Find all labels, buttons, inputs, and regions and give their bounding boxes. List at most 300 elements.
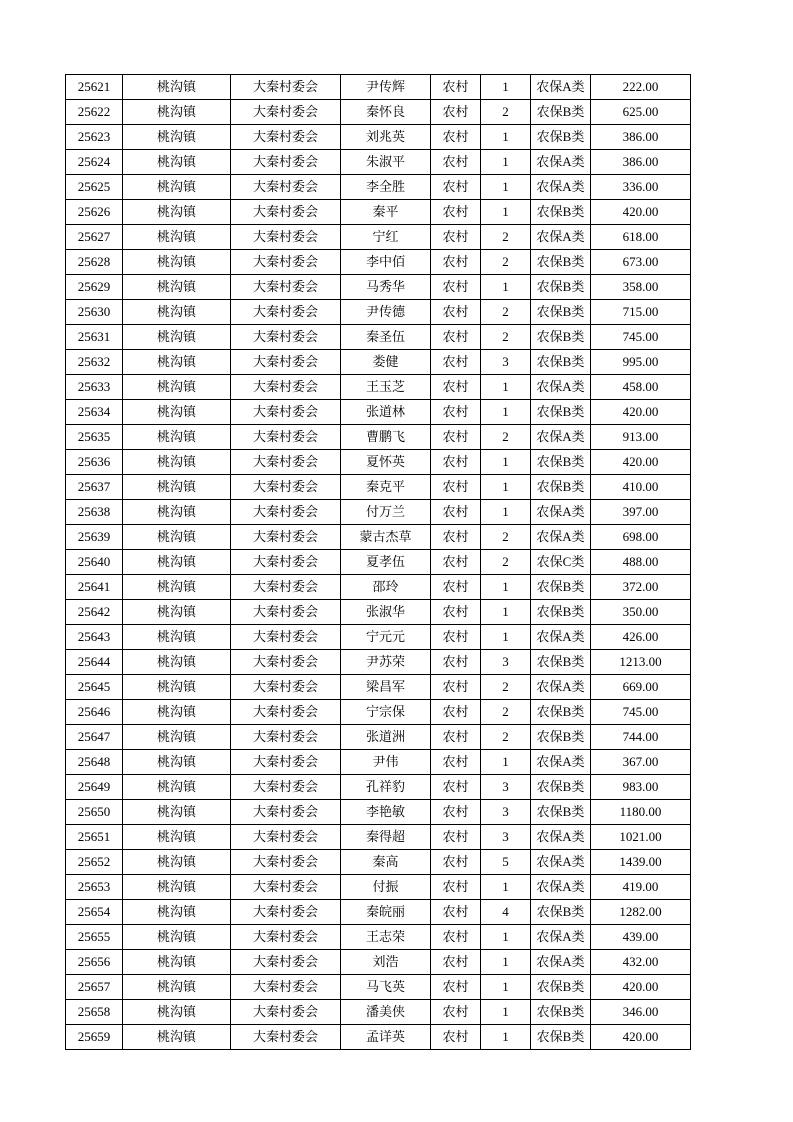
cell-town: 桃沟镇 [123, 500, 231, 525]
table-row [66, 475, 691, 500]
table-row [66, 100, 691, 125]
cell-town: 桃沟镇 [123, 700, 231, 725]
cell-person-count: 1 [481, 575, 531, 600]
cell-town: 桃沟镇 [123, 575, 231, 600]
cell-person-name: 梁昌军 [341, 675, 431, 700]
table-row [66, 125, 691, 150]
table-row [66, 925, 691, 950]
cell-residence-type: 农村 [431, 800, 481, 825]
cell-person-name: 尹传德 [341, 300, 431, 325]
table-row [66, 950, 691, 975]
cell-residence-type: 农村 [431, 700, 481, 725]
table-row [66, 375, 691, 400]
cell-village: 大秦村委会 [231, 325, 341, 350]
cell-person-name: 宁宗保 [341, 700, 431, 725]
cell-serial: 25624 [66, 150, 123, 175]
cell-serial: 25651 [66, 825, 123, 850]
cell-residence-type: 农村 [431, 725, 481, 750]
cell-person-count: 2 [481, 550, 531, 575]
cell-person-name: 娄健 [341, 350, 431, 375]
cell-village: 大秦村委会 [231, 725, 341, 750]
table-row [66, 750, 691, 775]
cell-residence-type: 农村 [431, 1000, 481, 1025]
table-row [66, 400, 691, 425]
cell-person-name: 夏怀英 [341, 450, 431, 475]
cell-insurance-category: 农保B类 [531, 300, 591, 325]
cell-village: 大秦村委会 [231, 675, 341, 700]
cell-person-count: 1 [481, 1000, 531, 1025]
cell-serial: 25621 [66, 75, 123, 100]
cell-person-count: 2 [481, 325, 531, 350]
cell-person-count: 1 [481, 1025, 531, 1050]
table-row [66, 650, 691, 675]
cell-person-count: 1 [481, 450, 531, 475]
table-row [66, 675, 691, 700]
cell-village: 大秦村委会 [231, 625, 341, 650]
cell-town: 桃沟镇 [123, 125, 231, 150]
table-row [66, 725, 691, 750]
cell-town: 桃沟镇 [123, 175, 231, 200]
cell-insurance-category: 农保B类 [531, 975, 591, 1000]
cell-amount: 625.00 [591, 100, 691, 125]
cell-serial: 25636 [66, 450, 123, 475]
cell-village: 大秦村委会 [231, 850, 341, 875]
cell-serial: 25652 [66, 850, 123, 875]
cell-town: 桃沟镇 [123, 550, 231, 575]
cell-amount: 669.00 [591, 675, 691, 700]
cell-person-name: 王玉芝 [341, 375, 431, 400]
cell-person-name: 马飞英 [341, 975, 431, 1000]
cell-serial: 25643 [66, 625, 123, 650]
cell-amount: 744.00 [591, 725, 691, 750]
cell-amount: 386.00 [591, 125, 691, 150]
cell-person-name: 张道洲 [341, 725, 431, 750]
cell-residence-type: 农村 [431, 275, 481, 300]
cell-insurance-category: 农保B类 [531, 800, 591, 825]
cell-person-count: 1 [481, 875, 531, 900]
cell-person-count: 4 [481, 900, 531, 925]
cell-residence-type: 农村 [431, 375, 481, 400]
cell-village: 大秦村委会 [231, 550, 341, 575]
table-row [66, 700, 691, 725]
cell-person-name: 李艳敏 [341, 800, 431, 825]
cell-person-count: 2 [481, 700, 531, 725]
cell-person-name: 孔祥豹 [341, 775, 431, 800]
cell-person-count: 1 [481, 925, 531, 950]
cell-town: 桃沟镇 [123, 375, 231, 400]
cell-person-name: 朱淑平 [341, 150, 431, 175]
cell-person-name: 刘兆英 [341, 125, 431, 150]
cell-insurance-category: 农保B类 [531, 775, 591, 800]
cell-amount: 1282.00 [591, 900, 691, 925]
table-row [66, 900, 691, 925]
cell-person-name: 宁红 [341, 225, 431, 250]
cell-town: 桃沟镇 [123, 875, 231, 900]
cell-person-count: 1 [481, 975, 531, 1000]
table-row [66, 75, 691, 100]
cell-insurance-category: 农保A类 [531, 225, 591, 250]
cell-village: 大秦村委会 [231, 875, 341, 900]
cell-town: 桃沟镇 [123, 450, 231, 475]
cell-village: 大秦村委会 [231, 400, 341, 425]
cell-amount: 439.00 [591, 925, 691, 950]
cell-insurance-category: 农保B类 [531, 650, 591, 675]
cell-person-name: 秦高 [341, 850, 431, 875]
cell-village: 大秦村委会 [231, 525, 341, 550]
cell-town: 桃沟镇 [123, 425, 231, 450]
table-row [66, 150, 691, 175]
cell-serial: 25635 [66, 425, 123, 450]
cell-village: 大秦村委会 [231, 300, 341, 325]
cell-village: 大秦村委会 [231, 775, 341, 800]
cell-person-name: 孟详英 [341, 1025, 431, 1050]
cell-person-count: 5 [481, 850, 531, 875]
cell-residence-type: 农村 [431, 625, 481, 650]
cell-person-name: 秦克平 [341, 475, 431, 500]
table-row [66, 1000, 691, 1025]
cell-town: 桃沟镇 [123, 400, 231, 425]
cell-residence-type: 农村 [431, 1025, 481, 1050]
cell-person-name: 张淑华 [341, 600, 431, 625]
cell-amount: 715.00 [591, 300, 691, 325]
cell-insurance-category: 农保B类 [531, 350, 591, 375]
cell-person-name: 张道林 [341, 400, 431, 425]
cell-insurance-category: 农保A类 [531, 625, 591, 650]
cell-residence-type: 农村 [431, 125, 481, 150]
table-row [66, 975, 691, 1000]
cell-insurance-category: 农保A类 [531, 425, 591, 450]
cell-town: 桃沟镇 [123, 775, 231, 800]
cell-insurance-category: 农保A类 [531, 875, 591, 900]
cell-village: 大秦村委会 [231, 175, 341, 200]
cell-serial: 25638 [66, 500, 123, 525]
cell-amount: 420.00 [591, 975, 691, 1000]
cell-serial: 25637 [66, 475, 123, 500]
cell-town: 桃沟镇 [123, 225, 231, 250]
cell-amount: 367.00 [591, 750, 691, 775]
table-row [66, 875, 691, 900]
cell-town: 桃沟镇 [123, 900, 231, 925]
cell-amount: 1213.00 [591, 650, 691, 675]
cell-insurance-category: 农保A类 [531, 750, 591, 775]
table-row [66, 575, 691, 600]
cell-village: 大秦村委会 [231, 100, 341, 125]
cell-serial: 25648 [66, 750, 123, 775]
cell-village: 大秦村委会 [231, 150, 341, 175]
cell-serial: 25625 [66, 175, 123, 200]
cell-serial: 25633 [66, 375, 123, 400]
cell-serial: 25653 [66, 875, 123, 900]
cell-serial: 25657 [66, 975, 123, 1000]
cell-village: 大秦村委会 [231, 450, 341, 475]
cell-town: 桃沟镇 [123, 950, 231, 975]
cell-person-count: 1 [481, 175, 531, 200]
cell-residence-type: 农村 [431, 100, 481, 125]
cell-insurance-category: 农保A类 [531, 675, 591, 700]
cell-town: 桃沟镇 [123, 150, 231, 175]
cell-serial: 25628 [66, 250, 123, 275]
table-row [66, 325, 691, 350]
cell-person-name: 李全胜 [341, 175, 431, 200]
cell-residence-type: 农村 [431, 650, 481, 675]
cell-residence-type: 农村 [431, 450, 481, 475]
table-row [66, 850, 691, 875]
cell-serial: 25656 [66, 950, 123, 975]
cell-insurance-category: 农保A类 [531, 525, 591, 550]
cell-town: 桃沟镇 [123, 800, 231, 825]
cell-serial: 25639 [66, 525, 123, 550]
cell-residence-type: 农村 [431, 950, 481, 975]
cell-residence-type: 农村 [431, 400, 481, 425]
cell-insurance-category: 农保B类 [531, 600, 591, 625]
table-row [66, 175, 691, 200]
cell-village: 大秦村委会 [231, 700, 341, 725]
cell-amount: 397.00 [591, 500, 691, 525]
cell-person-name: 尹苏荣 [341, 650, 431, 675]
cell-insurance-category: 农保B类 [531, 475, 591, 500]
cell-serial: 25626 [66, 200, 123, 225]
cell-village: 大秦村委会 [231, 75, 341, 100]
cell-village: 大秦村委会 [231, 375, 341, 400]
cell-serial: 25629 [66, 275, 123, 300]
cell-village: 大秦村委会 [231, 900, 341, 925]
cell-residence-type: 农村 [431, 250, 481, 275]
cell-village: 大秦村委会 [231, 925, 341, 950]
cell-serial: 25650 [66, 800, 123, 825]
table-row [66, 450, 691, 475]
cell-residence-type: 农村 [431, 150, 481, 175]
cell-town: 桃沟镇 [123, 850, 231, 875]
cell-serial: 25642 [66, 600, 123, 625]
cell-residence-type: 农村 [431, 875, 481, 900]
cell-town: 桃沟镇 [123, 975, 231, 1000]
cell-village: 大秦村委会 [231, 200, 341, 225]
cell-person-count: 1 [481, 200, 531, 225]
cell-residence-type: 农村 [431, 775, 481, 800]
cell-insurance-category: 农保A类 [531, 375, 591, 400]
cell-amount: 350.00 [591, 600, 691, 625]
cell-amount: 222.00 [591, 75, 691, 100]
cell-amount: 420.00 [591, 1025, 691, 1050]
cell-insurance-category: 农保A类 [531, 500, 591, 525]
cell-amount: 372.00 [591, 575, 691, 600]
cell-person-count: 1 [481, 400, 531, 425]
cell-insurance-category: 农保A类 [531, 150, 591, 175]
cell-person-count: 1 [481, 375, 531, 400]
cell-person-count: 2 [481, 725, 531, 750]
cell-insurance-category: 农保B类 [531, 900, 591, 925]
cell-serial: 25645 [66, 675, 123, 700]
cell-amount: 358.00 [591, 275, 691, 300]
cell-person-name: 付万兰 [341, 500, 431, 525]
cell-insurance-category: 农保B类 [531, 100, 591, 125]
cell-insurance-category: 农保B类 [531, 1025, 591, 1050]
cell-amount: 432.00 [591, 950, 691, 975]
cell-person-count: 3 [481, 800, 531, 825]
cell-amount: 673.00 [591, 250, 691, 275]
cell-person-name: 尹伟 [341, 750, 431, 775]
cell-serial: 25644 [66, 650, 123, 675]
cell-town: 桃沟镇 [123, 625, 231, 650]
cell-amount: 410.00 [591, 475, 691, 500]
cell-person-count: 3 [481, 650, 531, 675]
cell-town: 桃沟镇 [123, 200, 231, 225]
cell-insurance-category: 农保C类 [531, 550, 591, 575]
cell-person-name: 潘美侠 [341, 1000, 431, 1025]
cell-serial: 25647 [66, 725, 123, 750]
cell-person-name: 夏孝伍 [341, 550, 431, 575]
cell-town: 桃沟镇 [123, 650, 231, 675]
table-row [66, 800, 691, 825]
cell-amount: 458.00 [591, 375, 691, 400]
cell-residence-type: 农村 [431, 325, 481, 350]
cell-insurance-category: 农保B类 [531, 1000, 591, 1025]
table-row [66, 550, 691, 575]
cell-town: 桃沟镇 [123, 750, 231, 775]
table-row [66, 525, 691, 550]
cell-serial: 25646 [66, 700, 123, 725]
cell-village: 大秦村委会 [231, 800, 341, 825]
cell-amount: 420.00 [591, 200, 691, 225]
cell-amount: 618.00 [591, 225, 691, 250]
cell-village: 大秦村委会 [231, 575, 341, 600]
cell-amount: 698.00 [591, 525, 691, 550]
cell-person-name: 李中佰 [341, 250, 431, 275]
cell-town: 桃沟镇 [123, 275, 231, 300]
cell-village: 大秦村委会 [231, 950, 341, 975]
cell-person-name: 蒙古杰草 [341, 525, 431, 550]
cell-insurance-category: 农保B类 [531, 275, 591, 300]
cell-town: 桃沟镇 [123, 475, 231, 500]
table-row [66, 275, 691, 300]
table-row [66, 250, 691, 275]
cell-town: 桃沟镇 [123, 300, 231, 325]
cell-serial: 25641 [66, 575, 123, 600]
cell-residence-type: 农村 [431, 750, 481, 775]
cell-serial: 25631 [66, 325, 123, 350]
cell-serial: 25654 [66, 900, 123, 925]
cell-town: 桃沟镇 [123, 725, 231, 750]
table-row [66, 225, 691, 250]
cell-insurance-category: 农保B类 [531, 725, 591, 750]
cell-person-count: 2 [481, 225, 531, 250]
cell-village: 大秦村委会 [231, 275, 341, 300]
cell-amount: 745.00 [591, 325, 691, 350]
cell-residence-type: 农村 [431, 225, 481, 250]
cell-insurance-category: 农保B类 [531, 250, 591, 275]
cell-insurance-category: 农保B类 [531, 700, 591, 725]
cell-town: 桃沟镇 [123, 675, 231, 700]
cell-person-count: 1 [481, 950, 531, 975]
cell-person-count: 1 [481, 75, 531, 100]
cell-village: 大秦村委会 [231, 1025, 341, 1050]
cell-insurance-category: 农保A类 [531, 850, 591, 875]
cell-serial: 25630 [66, 300, 123, 325]
cell-residence-type: 农村 [431, 600, 481, 625]
cell-person-name: 付振 [341, 875, 431, 900]
cell-amount: 745.00 [591, 700, 691, 725]
cell-person-count: 1 [481, 125, 531, 150]
cell-insurance-category: 农保A类 [531, 175, 591, 200]
cell-serial: 25655 [66, 925, 123, 950]
cell-amount: 419.00 [591, 875, 691, 900]
table-row [66, 825, 691, 850]
cell-residence-type: 农村 [431, 850, 481, 875]
cell-person-count: 1 [481, 150, 531, 175]
cell-person-name: 王志荣 [341, 925, 431, 950]
cell-amount: 913.00 [591, 425, 691, 450]
cell-insurance-category: 农保A类 [531, 925, 591, 950]
cell-insurance-category: 农保B类 [531, 325, 591, 350]
cell-town: 桃沟镇 [123, 75, 231, 100]
cell-amount: 336.00 [591, 175, 691, 200]
cell-serial: 25623 [66, 125, 123, 150]
cell-village: 大秦村委会 [231, 975, 341, 1000]
cell-serial: 25634 [66, 400, 123, 425]
cell-person-name: 秦圣伍 [341, 325, 431, 350]
cell-residence-type: 农村 [431, 350, 481, 375]
cell-amount: 1439.00 [591, 850, 691, 875]
cell-residence-type: 农村 [431, 175, 481, 200]
table-row [66, 775, 691, 800]
cell-person-count: 2 [481, 250, 531, 275]
cell-person-name: 秦怀良 [341, 100, 431, 125]
cell-amount: 983.00 [591, 775, 691, 800]
cell-person-count: 2 [481, 100, 531, 125]
cell-residence-type: 农村 [431, 475, 481, 500]
cell-serial: 25659 [66, 1025, 123, 1050]
cell-amount: 420.00 [591, 450, 691, 475]
cell-village: 大秦村委会 [231, 1000, 341, 1025]
cell-village: 大秦村委会 [231, 350, 341, 375]
cell-person-count: 2 [481, 675, 531, 700]
cell-insurance-category: 农保A类 [531, 950, 591, 975]
table-row [66, 350, 691, 375]
cell-town: 桃沟镇 [123, 525, 231, 550]
cell-person-count: 1 [481, 475, 531, 500]
cell-person-count: 1 [481, 275, 531, 300]
table-row [66, 200, 691, 225]
cell-town: 桃沟镇 [123, 825, 231, 850]
cell-amount: 995.00 [591, 350, 691, 375]
table-row [66, 1025, 691, 1050]
cell-amount: 488.00 [591, 550, 691, 575]
cell-insurance-category: 农保A类 [531, 825, 591, 850]
cell-person-count: 1 [481, 500, 531, 525]
cell-person-count: 3 [481, 350, 531, 375]
cell-residence-type: 农村 [431, 575, 481, 600]
cell-residence-type: 农村 [431, 200, 481, 225]
cell-residence-type: 农村 [431, 975, 481, 1000]
table-row [66, 500, 691, 525]
cell-town: 桃沟镇 [123, 325, 231, 350]
cell-person-count: 3 [481, 825, 531, 850]
cell-residence-type: 农村 [431, 500, 481, 525]
cell-insurance-category: 农保B类 [531, 200, 591, 225]
cell-person-count: 3 [481, 775, 531, 800]
cell-person-count: 2 [481, 525, 531, 550]
cell-residence-type: 农村 [431, 825, 481, 850]
cell-insurance-category: 农保B类 [531, 575, 591, 600]
cell-town: 桃沟镇 [123, 600, 231, 625]
cell-person-name: 宁元元 [341, 625, 431, 650]
cell-insurance-category: 农保A类 [531, 75, 591, 100]
cell-village: 大秦村委会 [231, 125, 341, 150]
cell-town: 桃沟镇 [123, 250, 231, 275]
cell-serial: 25649 [66, 775, 123, 800]
cell-person-count: 1 [481, 600, 531, 625]
cell-village: 大秦村委会 [231, 825, 341, 850]
